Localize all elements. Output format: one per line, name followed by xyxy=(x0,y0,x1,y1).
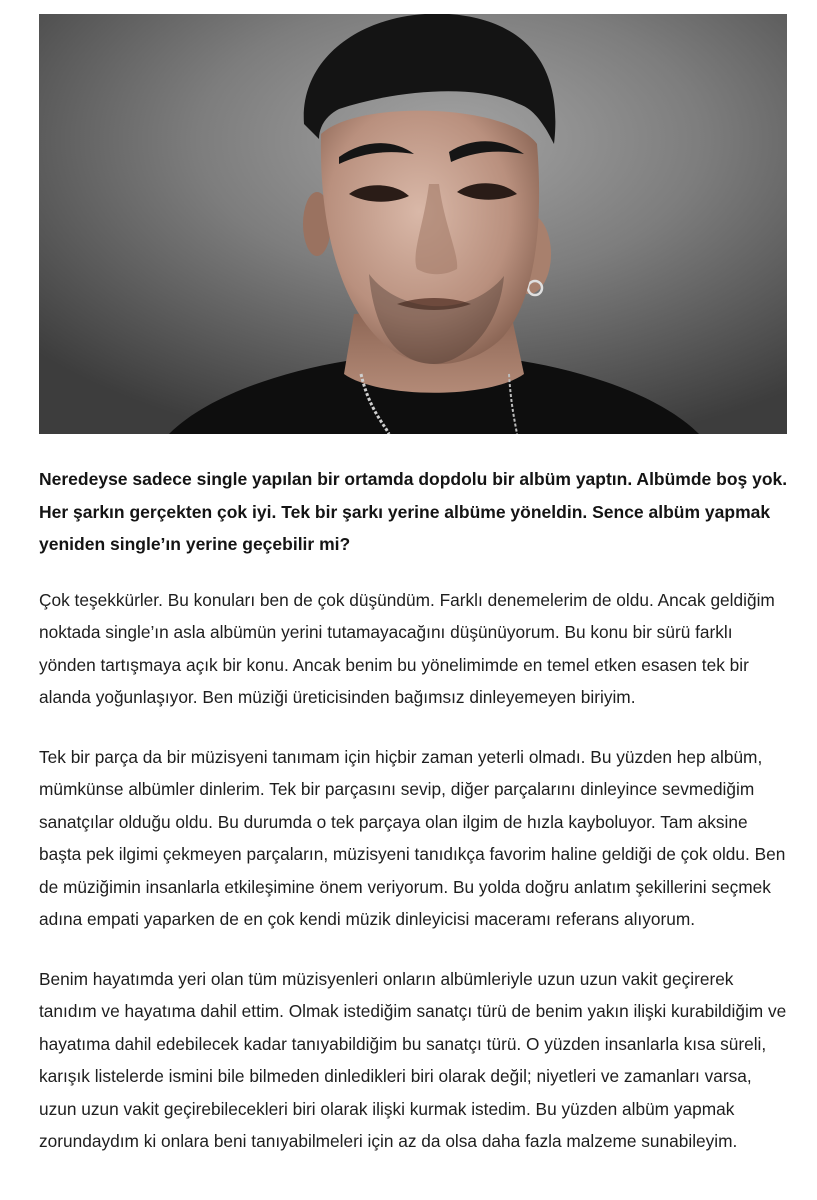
interview-question: Neredeyse sadece single yapılan bir ortamda dopdolu bir albüm yaptın. Albümde boş yok. Her şarkın gerçekten çok iyi. Tek bir şarkı yerine albüme yöneldin. Sence albüm yapmak yeniden single’ın yerine geçebilir mi? xyxy=(39,469,788,554)
answer-paragraph: Tek bir parça da bir müzisyeni tanımam için hiçbir zaman yeterli olmadı. Bu yüzden hep albüm, mümkünse albümler dinlerim. Tek bir parçasını sevip, diğer parçalarını dinleyince sevmediğim sanatçılar olduğu oldu. Bu durumda o tek parçaya olan ilgim de hızla kayboluyor. Tam aksine başta pek ilgimi çekmeyen parçaların, müzisyeni tanıdıkça favorim haline geldiği de çok oldu. Ben de müziğimin insanlarla etkileşimine önem veriyorum. Bu yolda doğru anlatım şekillerini seçmek adına empati yaparken de en çok kendi müzik dinleyicisi maceramı referans alıyorum. xyxy=(39,746,786,929)
answer-paragraph: Benim hayatımda yeri olan tüm müzisyenleri onların albümleriyle uzun uzun vakit geçirerek tanıdım ve hayatıma dahil ettim. Olmak istediğim sanatçı türü de benim yakın ilişki kurabildiğim ve hayatıma dahil edebilecek kadar tanıyabildiğim bu sanatçı türü. O yüzden insanlarla kısa süreli, karışık listelerde ismini bile bilmeden dinledikleri biri olarak değil; niyetleri ve zamanları varsa, uzun uzun vakit geçirebilecekleri biri olarak ilişki kurmak istedim. Bu yüzden albüm yapmak zorundaydım ki onlara beni tanıyabilmeleri için az da olsa daha fazla malzeme sunabileyim. xyxy=(39,968,787,1151)
answer-paragraph: Çok teşekkürler. Bu konuları ben de çok düşündüm. Farklı denemelerim de oldu. Ancak geldiğim noktada single’ın asla albümün yerini tutamayacağını düşünüyorum. Bu konu bir sürü farklı yönden tartışmaya açık bir konu. Ancak benim bu yönelimimde en temel etken esasen tek bir alanda yoğunlaşıyor. Ben müziği üreticisinden bağımsız dinleyemeyen biriyim. xyxy=(39,589,775,707)
portrait-illustration xyxy=(39,14,787,434)
portrait-photo xyxy=(39,14,787,434)
interview-article xyxy=(39,463,791,1185)
